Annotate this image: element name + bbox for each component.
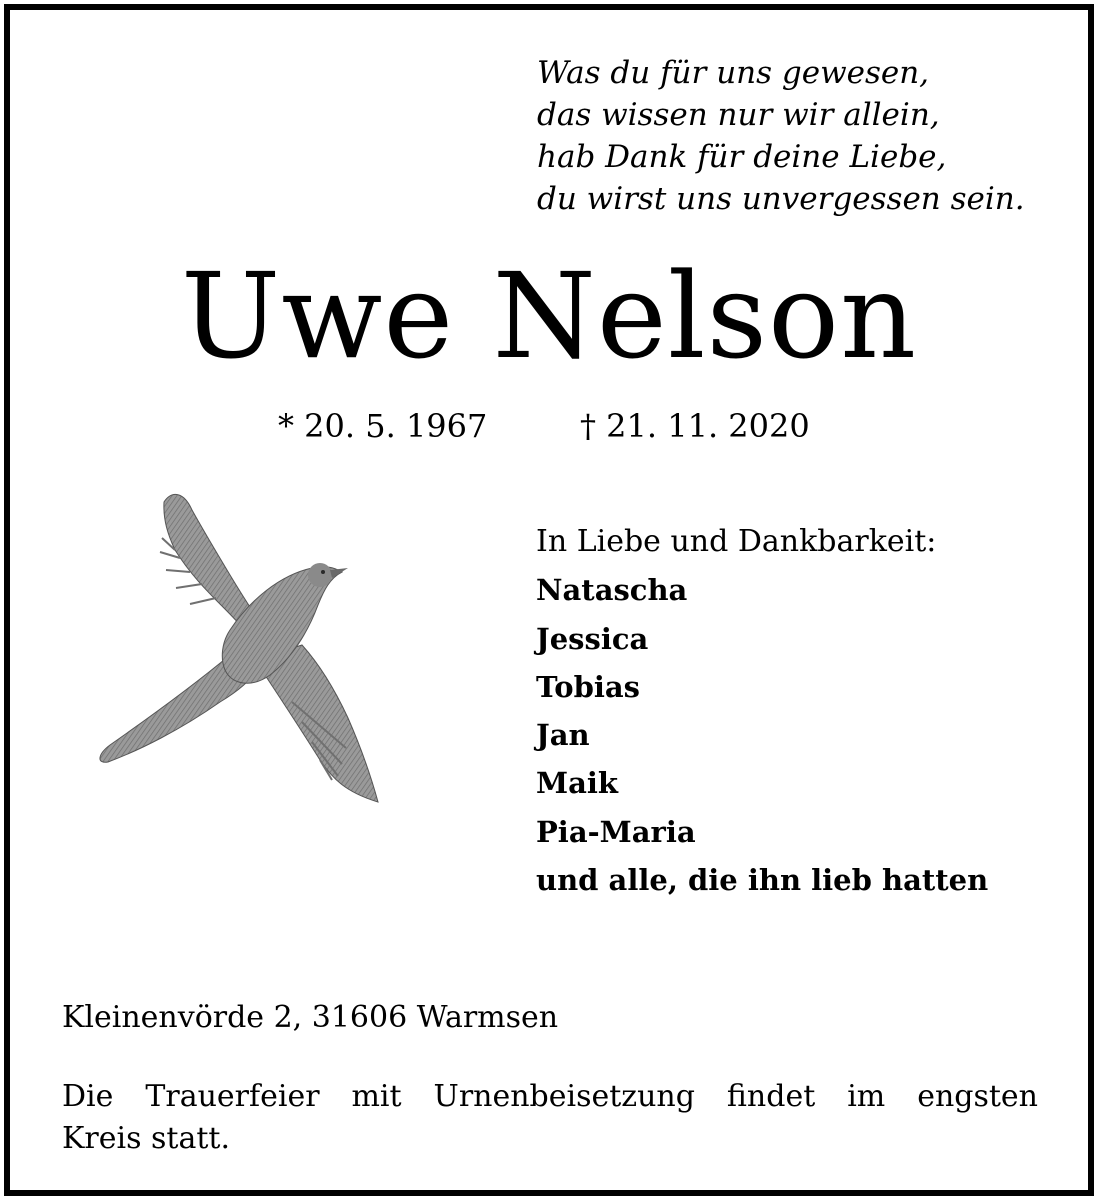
mourner-name: Jan: [536, 718, 590, 753]
mourners-list: [536, 518, 988, 904]
mourner-name: Jessica: [536, 621, 649, 656]
birth-date: * 20. 5. 1967: [278, 407, 488, 445]
ceremony-line: [62, 1076, 1038, 1118]
ceremony-word: Die: [62, 1079, 114, 1114]
death-date: † 21. 11. 2020: [580, 407, 810, 445]
poem-line: du wirst uns unvergessen sein.: [537, 181, 1025, 217]
poem-line: hab Dank für deine Liebe,: [537, 139, 947, 175]
mourner-name: Maik: [536, 766, 619, 801]
bird-icon: [80, 480, 390, 810]
poem-line: das wissen nur wir allein,: [537, 97, 940, 133]
address: Kleinenvörde 2, 31606 Warmsen: [62, 1000, 559, 1035]
ceremony-word: Trauerfeier: [145, 1079, 320, 1114]
ceremony-word: engsten: [917, 1079, 1038, 1114]
ceremony-word: findet: [726, 1079, 816, 1114]
deceased-name: Uwe Nelson: [180, 247, 918, 385]
poem-line: Was du für uns gewesen,: [537, 55, 930, 91]
ceremony-word: Urnenbeisetzung: [433, 1079, 695, 1114]
mourner-name: Natascha: [536, 573, 688, 608]
ceremony-word: mit: [351, 1079, 402, 1114]
ceremony-notice: [62, 1076, 1038, 1160]
mourner-name: Tobias: [536, 669, 641, 704]
ceremony-word: im: [847, 1079, 886, 1114]
mourners-intro: In Liebe und Dankbarkeit:: [536, 524, 937, 559]
memorial-poem: [537, 52, 1077, 220]
ceremony-line: Kreis statt.: [62, 1121, 231, 1156]
mourner-name: und alle, die ihn lieb hatten: [536, 863, 989, 898]
mourner-name: Pia-Maria: [536, 814, 696, 849]
